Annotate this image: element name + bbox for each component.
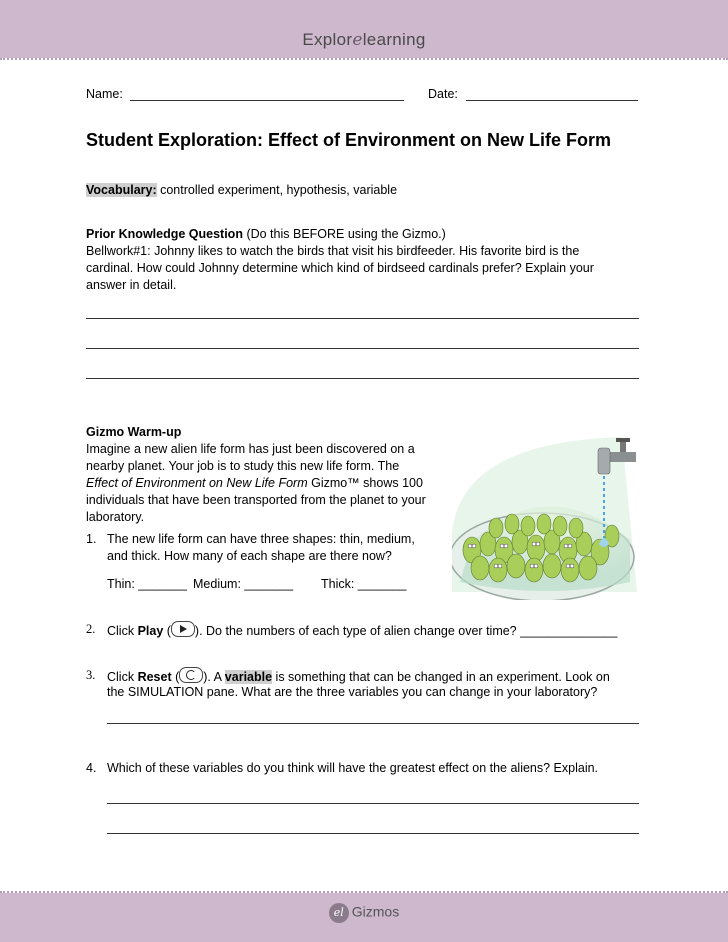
gizmos-mark-icon: el	[329, 903, 349, 923]
page-title: Student Exploration: Effect of Environment on New Life Form	[86, 130, 612, 150]
name-label: Name:	[86, 87, 123, 101]
prior-knowledge-heading: Prior Knowledge Question (Do this BEFORE using the Gizmo.)	[86, 227, 446, 241]
warmup-line-5: laboratory.	[86, 510, 145, 524]
vocabulary-label: Vocabulary:	[86, 183, 157, 197]
q1-thin-field[interactable]: Thin: _______	[107, 577, 187, 591]
q2-text: Click Play ( ). Do the numbers of each type of alien change over time? ______________	[107, 621, 617, 640]
warmup-line-4: individuals that have been transported from the planet to your	[86, 493, 426, 507]
answer-line-3[interactable]	[86, 378, 639, 379]
q1-line-2: and thick. How many of each shape are there now?	[107, 549, 392, 563]
gizmos-logo: el Gizmos	[0, 903, 728, 923]
q4-answer-line-1[interactable]	[107, 803, 639, 804]
q1-medium-field[interactable]: Medium: _______	[193, 577, 294, 591]
q1-thick-field[interactable]: Thick: _______	[321, 577, 407, 591]
warmup-heading: Gizmo Warm-up	[86, 425, 182, 439]
prior-text-line-3: answer in detail.	[86, 278, 177, 292]
q4-answer-line-2[interactable]	[107, 833, 639, 834]
q3-number: 3.	[86, 668, 96, 682]
answer-line-2[interactable]	[86, 348, 639, 349]
vocabulary-terms: controlled experiment, hypothesis, variable	[156, 183, 398, 197]
q1-line-1: The new life form can have three shapes: thin, medium,	[107, 532, 415, 546]
play-icon	[171, 621, 195, 637]
explorelearning-logo: Explorelearning	[302, 30, 426, 50]
q2-number: 2.	[86, 622, 96, 636]
name-field[interactable]	[130, 100, 404, 101]
q4-line-1: Which of these variables do you think will have the greatest effect on the aliens? Explain.	[107, 761, 599, 775]
prior-text-line-1: Bellwork#1: Johnny likes to watch the birds that visit his birdfeeder. His favorite bird is the	[86, 244, 580, 258]
warmup-line-2: nearby planet. Your job is to study this new life form. The	[86, 459, 400, 473]
warmup-line-1: Imagine a new alien life form has just been discovered on a	[86, 442, 415, 456]
reset-icon	[179, 667, 203, 683]
header-divider	[0, 58, 728, 60]
q3-answer-line[interactable]	[107, 723, 639, 724]
prior-text-line-2: cardinal. How could Johnny determine which kind of birdseed cardinals prefer? Explain your	[86, 261, 594, 275]
date-field[interactable]	[466, 100, 638, 101]
vocabulary	[86, 182, 397, 199]
q3-line-1: Click Reset ( ). A variable is something that can be changed in an experiment. Look on	[107, 667, 610, 686]
alien-lab-illustration	[452, 432, 642, 600]
warmup-line-3: Effect of Environment on New Life Form Gizmo™ shows 100	[86, 476, 423, 490]
q1-number: 1.	[86, 532, 97, 546]
q3-line-2: the SIMULATION pane. What are the three variables you can change in your laboratory?	[107, 685, 598, 699]
q4-number: 4.	[86, 761, 97, 775]
date-label: Date:	[428, 87, 458, 101]
answer-line-1[interactable]	[86, 318, 639, 319]
